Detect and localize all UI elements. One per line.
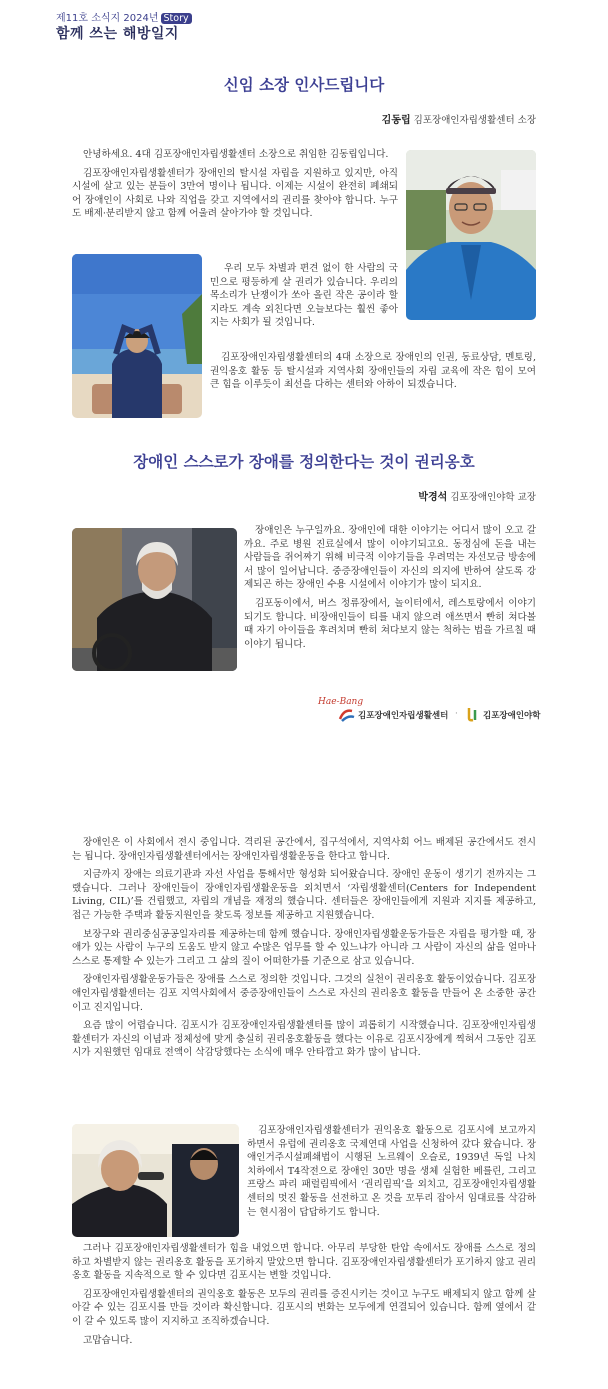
article1-paragraph: 우리 모두 차별과 편견 없이 한 사람의 국민으로 평등하게 살 권리가 있습니다. 우리의 목소리가 난쟁이가 쏘아 올린 작은 공이라 할지라도 계속 외친다면 오늘보다는 훨씬 좋아지는 사회가 될 것입니다.	[210, 263, 398, 329]
article1-byline	[382, 111, 536, 126]
article1-paragraph: 김포장애인자립생활센터가 장애인의 탈시설 자립을 지원하고 있지만, 아직 시설에 살고 있는 분들이 3만여 명이나 됩니다. 이제는 시설이 완전히 폐쇄되어 장애인이 사회로 나와 직업을 갖고 지역에서의 권리를 찾아야 합니다. 누구도 배제·분리받지 않고 함께 어울려 살아가야 할 것입니다.	[72, 167, 398, 220]
article2-author-name: 박경석	[418, 492, 448, 503]
article1-paragraph: 김포장애인자립생활센터의 4대 소장으로 장애인의 인권, 동료상담, 멘토링, 권익옹호 활동 등 탈시설과 지역사회 장애인들의 자립 교육에 작은 힘이 모여 큰 힘을 이루듯이 최선을 다하는 센터와 아하이 되겠습니다.	[210, 352, 536, 391]
organization-logos	[316, 697, 551, 727]
article2-paragraph: 보장구와 권리중심공공일자리를 제공하는데 함께 했습니다. 장애인자립생활운동가들은 자립을 평가할 때, 장애가 있는 사람이 누구의 도움도 받지 않고 수많은 업무를 할 수 있느냐가 아니라 그 사람이 자신의 삶을 얼마나 스스로 통제할 수 있는가 그리고 그 삶의 질이 어떠한가를 기준으로 삼고 있습니다.	[72, 928, 536, 967]
article2-paragraph: 김포장애인자립생활센터가 권익옹호 활동으로 김포시에 보고까지 하면서 유럽에 권리옹호 국제연대 사업을 신청하여 갔다 왔습니다. 장애인거주시설폐쇄법이 시행된 노르웨이 오슬로, 1939년 독일 나치 치하에서 T4작전으로 장애인 30만 명을 생체 실험한 베를린, 그리고 프랑스 파리 패럴림픽에서 ‘권리림픽’을 외치고, 김포장애인자립생활센터의 멋진 활동을 선전하고 온 것을 꼬투리 잡아서 임대료를 삭감하는 현시점이 답답하기도 합니다.	[247, 1125, 536, 1218]
yahak-logo-icon	[466, 706, 480, 722]
beach-photo	[72, 254, 202, 418]
article2-author-role: 김포장애인야학 교장	[450, 492, 536, 503]
article1-title: 신임 소장 인사드립니다	[223, 76, 385, 94]
article2-paragraph: 지금까지 장애는 의료기관과 자선 사업을 통해서만 형성화 되어왔습니다. 장애인 운동이 생기기 전까지는 그랬습니다. 그러나 장애인들이 장애인자립생활운동을 외치면서 ‘자립생활센터(Centers for Independent Living, CIL)’를 건립했고, 자립의 개념을 재정의 했습니다. 센터들은 장애인들에게 지원과 지지를 제공하고, 접근 가능한 주택과 활동지원인을 찾도록 정보를 제공하고 지원했습니다.	[72, 869, 536, 921]
article2-side-text-2	[247, 1124, 536, 1224]
issue-text: 제11호 소식지 2024년	[56, 13, 159, 24]
article1-side-text	[210, 262, 398, 335]
article2-closing: 고맙습니다.	[83, 1334, 133, 1346]
article2-paragraph: 그러나 김포장애인자립생활센터가 힘을 내었으면 합니다. 아무리 부당한 탄압 속에서도 장애를 스스로 정의하고 차별받지 않는 권리옹호 활동을 포기하지 말았으면 합니다. 김포장애인자립생활센터가 포기하지 않고 권리옹호 활동을 지속적으로 할 수 있다면 김포시는 변할 것입니다.	[72, 1243, 536, 1282]
article2-end-text	[72, 1242, 536, 1352]
newsletter-title: 함께 쓰는 해방일지	[56, 26, 179, 42]
article2-paragraph: 요즘 많이 어렵습니다. 김포시가 김포장애인자립생활센터를 많이 괴롭히기 시작했습니다. 김포장애인자립생활센터가 자신의 이념과 정체성에 맞게 충실히 권리옹호활동을 했다는 이유로 김포시장에게 찍혀서 그동안 김포시가 지원했던 임대료 전액이 삭감당했다는 소식에 매우 안타깝고 화가 많이 납니다.	[72, 1020, 536, 1059]
center2-name: 김포장애인야학	[483, 711, 541, 721]
article1-author-role: 김포장애인자립생활센터 소장	[413, 115, 536, 126]
article1-bottom-text	[210, 351, 536, 397]
article2-paragraph: 장애인자립생활운동가들은 장애를 스스로 정의한 것입니다. 그것의 실천이 권리옹호 활동이었습니다. 김포장애인자립생활센터는 김포 지역사회에서 중증장애인들이 스스로 자신의 권리옹호 활동을 만들어 온 소중한 공간이고 진지입니다.	[72, 974, 536, 1013]
article2-paragraph: 김포장애인자립생활센터의 권익옹호 활동은 모두의 권리를 증진시키는 것이고 누구도 배제되지 않고 함께 살아갈 수 있는 김포시를 만들 것이라 확신합니다. 김포시의 변화는 모두에게 연결되어 있습니다. 함께 옆에서 같이 갈 수 있도록 많이 지지하고 조직하겠습니다.	[72, 1288, 536, 1327]
logo-separator: ·	[455, 709, 458, 719]
article1-author-name: 김동립	[381, 115, 411, 126]
article2-main-text	[72, 836, 536, 1065]
article2-paragraph: 장애인은 누구일까요. 장애인에 대한 이야기는 어디서 많이 오고 갈까요. 주로 병원 진료실에서 많이 이야기되고요. 동정심에 돈을 내는 사람들을 쥐어짜기 위해 비극적 이야기들을 우려먹는 자선모금 방송에서 많이 일어납니다. 중증장애인들이 자신의 의지에 반하여 살도록 강제되곤 하는 장애인 수용 시설에서 이야기가 많이 되지요.	[244, 525, 536, 591]
center1-name: 김포장애인자립생활센터	[358, 711, 449, 721]
article2-byline	[418, 488, 536, 503]
article2-title: 장애인 스스로가 장애를 정의한다는 것이 권리옹호	[133, 453, 475, 471]
article1-paragraph: 안녕하세요. 4대 김포장애인자립생활센터 소장으로 취임한 김동립입니다.	[83, 149, 389, 160]
article2-paragraph: 김포동이에서, 버스 정류장에서, 놀이터에서, 레스토랑에서 이야기되기도 합니다. 비장애인들이 티를 내지 않으려 애쓰면서 빤히 쳐다볼 때 자기 아이들을 후려치며 빤히 쳐다보지 않는 척하는 법을 가르칠 때 이야기 됩니다.	[244, 597, 536, 650]
director-portrait-photo	[406, 150, 536, 320]
article2-paragraph: 장애인은 이 사회에서 전시 중입니다. 격리된 공간에서, 집구석에서, 지역사회 어느 배제된 공간에서도 전시는 됩니다. 장애인자립생활센터에서는 장애인자립생활운동을 한다고 합니다.	[72, 837, 536, 862]
principal-photo	[72, 528, 237, 671]
story-badge: Story	[161, 13, 192, 24]
speech-photo	[72, 1124, 239, 1237]
issue-label	[56, 9, 192, 24]
hae-bang-logo-script: Hae-Bang	[318, 697, 364, 707]
article1-top-text	[72, 148, 398, 226]
article2-side-text	[244, 524, 536, 656]
center-logo-icon	[338, 707, 356, 723]
